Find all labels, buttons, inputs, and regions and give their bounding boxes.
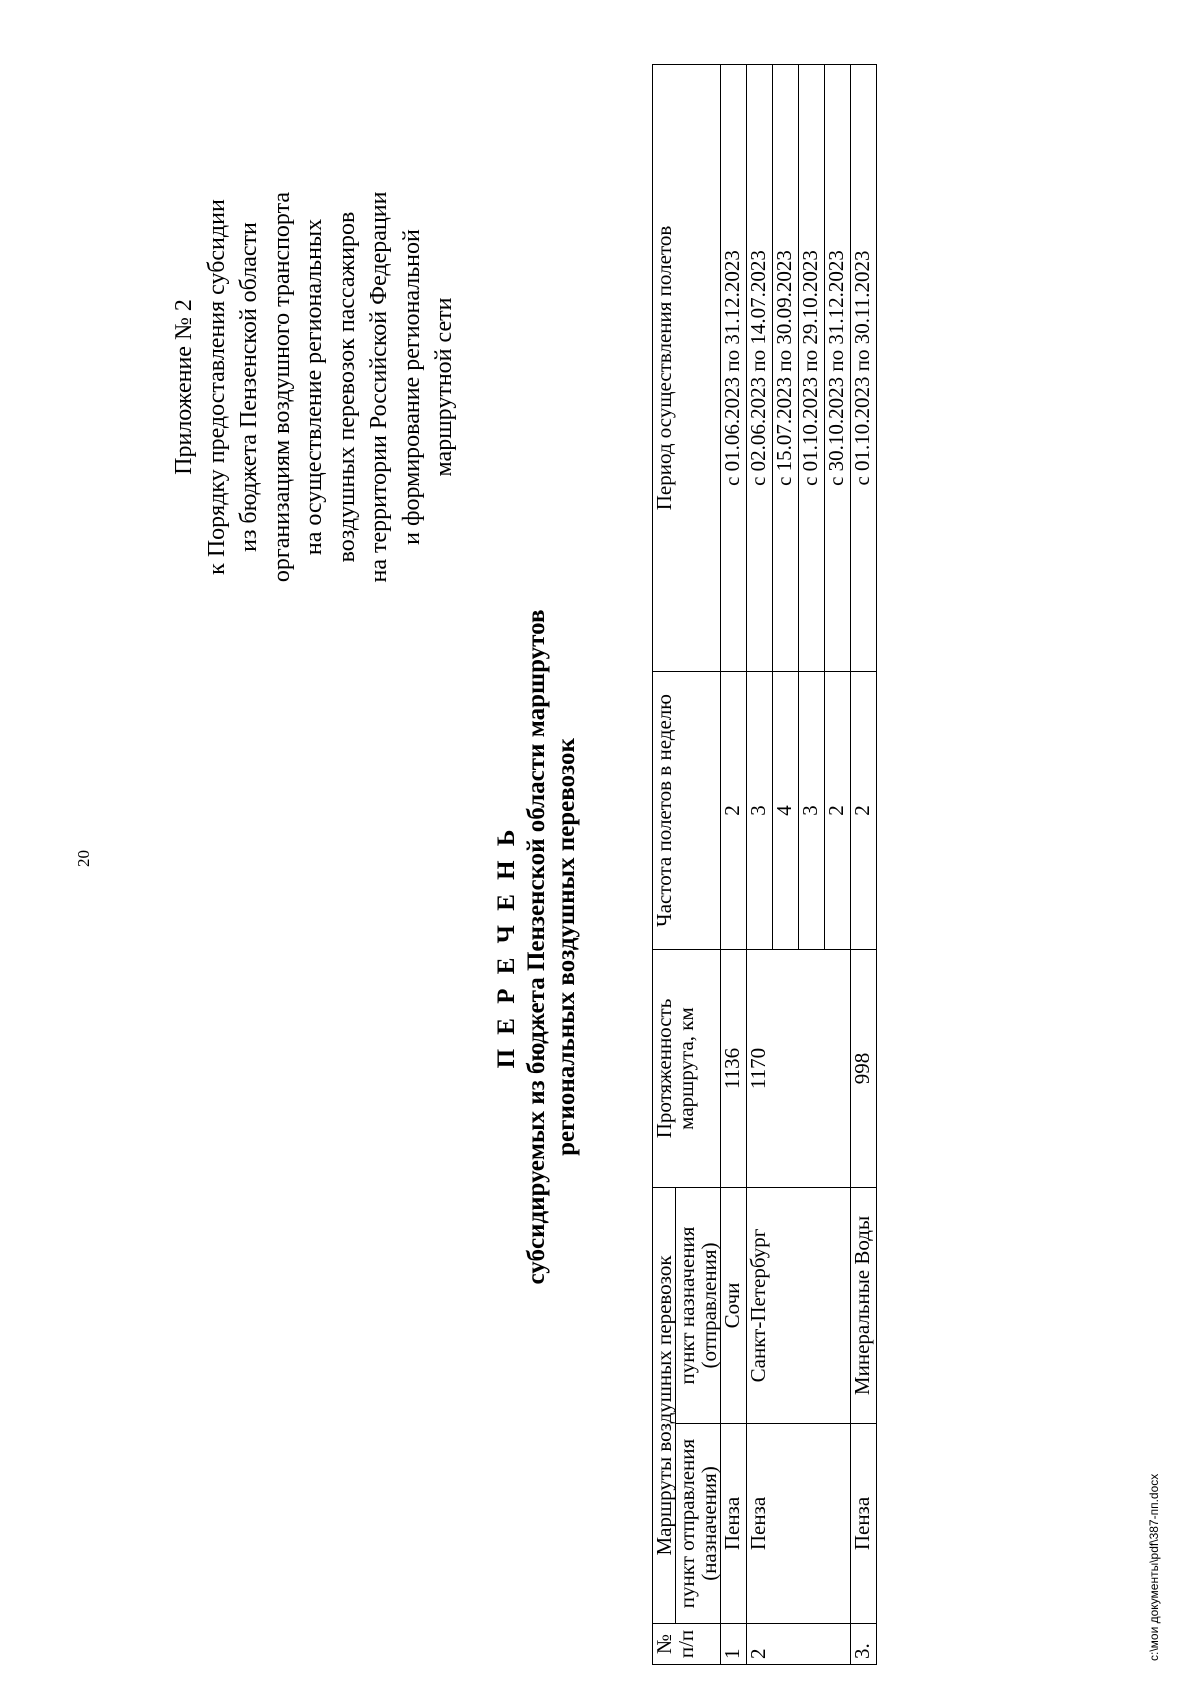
cell-period: с 01.06.2023 по 31.12.2023 bbox=[721, 65, 747, 672]
cell-destination: Сочи bbox=[721, 1188, 747, 1424]
cell-period: с 02.06.2023 по 14.07.2023 bbox=[747, 65, 773, 672]
header-frequency: Частота полетов в неделю bbox=[653, 672, 721, 950]
appendix-line: из бюджета Пензенской области bbox=[236, 222, 262, 552]
appendix-line: к Порядку предоставления субсидии bbox=[203, 199, 230, 575]
appendix-line: организациям воздушного транспорта bbox=[268, 191, 295, 583]
cell-destination: Санкт-Петербург bbox=[747, 1188, 851, 1424]
cell-period: с 01.10.2023 по 30.11.2023 bbox=[851, 65, 877, 672]
header-departure: пункт отправления (назначения) bbox=[676, 1424, 721, 1624]
appendix-line: Приложение № 2 bbox=[171, 299, 197, 475]
cell-frequency: 3 bbox=[799, 672, 825, 950]
appendix-line: и формирование региональной bbox=[398, 229, 425, 545]
file-path-footer: c:\мои документы\pdf\387-пп.docx bbox=[1147, 1473, 1161, 1661]
document-subtitle-2: региональных воздушных перевозок bbox=[553, 738, 580, 1156]
cell-num: 1 bbox=[721, 1624, 747, 1665]
cell-period: с 15.07.2023 по 30.09.2023 bbox=[773, 65, 799, 672]
cell-length: 1136 bbox=[721, 950, 747, 1188]
appendix-line: маршрутной сети bbox=[431, 297, 457, 477]
cell-period: с 01.10.2023 по 29.10.2023 bbox=[799, 65, 825, 672]
table-header-row bbox=[653, 65, 676, 1665]
header-num: № п/п bbox=[653, 1624, 721, 1665]
table-row bbox=[721, 65, 747, 1665]
cell-period: с 30.10.2023 по 31.12.2023 bbox=[825, 65, 851, 672]
cell-frequency: 4 bbox=[773, 672, 799, 950]
cell-destination: Минеральные Воды bbox=[851, 1188, 877, 1424]
cell-num: 2 bbox=[747, 1624, 851, 1665]
cell-frequency: 2 bbox=[851, 672, 877, 950]
cell-departure: Пенза bbox=[851, 1424, 877, 1624]
table-row bbox=[851, 65, 877, 1665]
cell-frequency: 2 bbox=[721, 672, 747, 950]
cell-num: 3. bbox=[851, 1624, 877, 1665]
cell-departure: Пенза bbox=[721, 1424, 747, 1624]
routes-table bbox=[652, 64, 877, 1665]
cell-length: 998 bbox=[851, 950, 877, 1188]
appendix-block bbox=[168, 77, 461, 697]
appendix-line: на осуществление региональных bbox=[301, 218, 327, 556]
header-routes: Маршруты воздушных перевозок bbox=[653, 1188, 676, 1624]
cell-frequency: 2 bbox=[825, 672, 851, 950]
cell-length: 1170 bbox=[747, 950, 851, 1188]
cell-frequency: 3 bbox=[747, 672, 773, 950]
appendix-line: на территории Российской Федерации bbox=[366, 191, 392, 583]
header-length: Протяженность маршрута, км bbox=[653, 950, 721, 1188]
table-row bbox=[747, 65, 773, 1665]
header-destination: пункт назначения (отправления) bbox=[676, 1188, 721, 1424]
page-number: 20 bbox=[74, 850, 93, 867]
header-period: Период осуществления полетов bbox=[653, 65, 721, 672]
document-title: П Е Р Е Ч Е Н Ь bbox=[493, 825, 520, 1069]
document-subtitle: субсидируемых из бюджета Пензенской области маршрутов bbox=[523, 609, 550, 1285]
cell-departure: Пенза bbox=[747, 1424, 851, 1624]
appendix-line: воздушных перевозок пассажиров bbox=[333, 211, 360, 563]
